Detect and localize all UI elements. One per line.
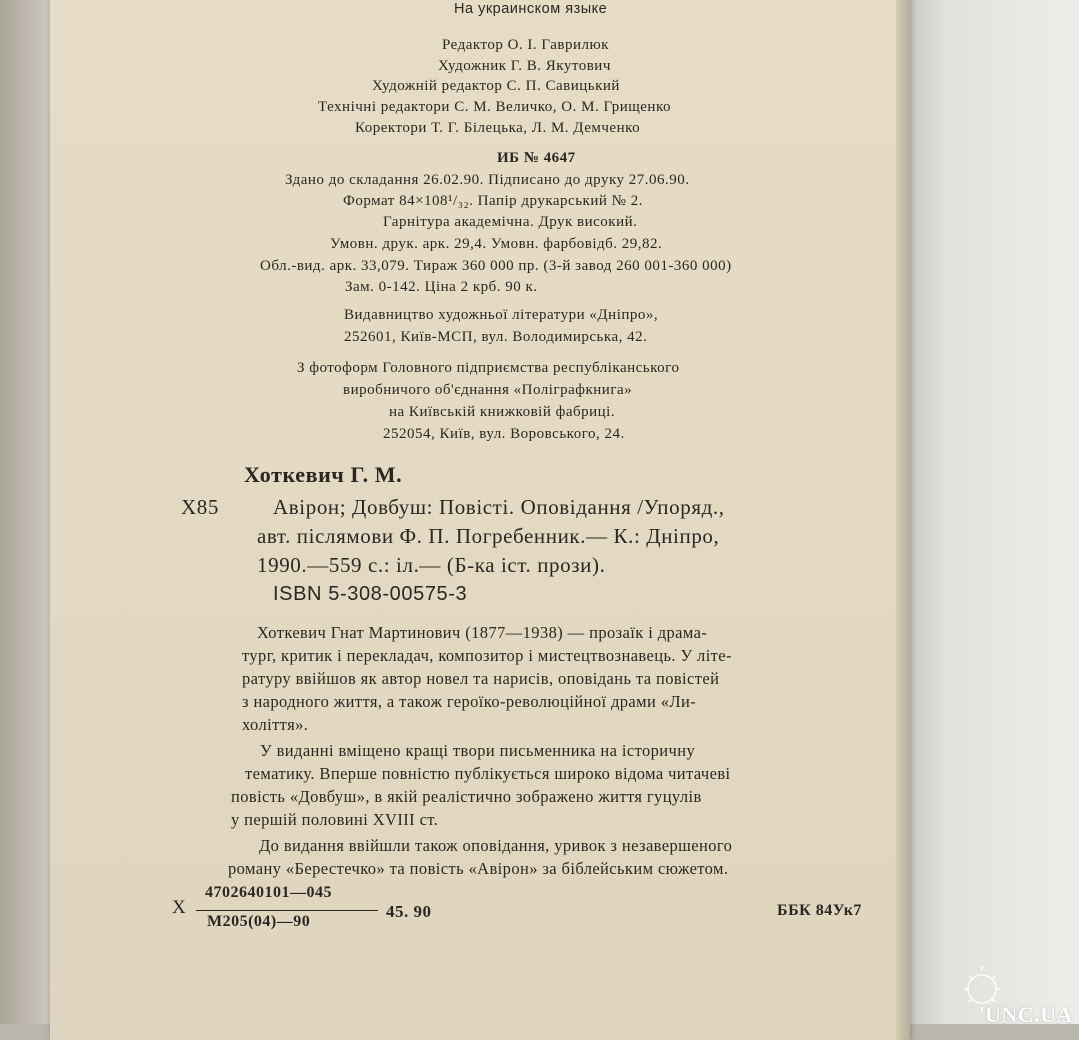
- annotation-line: тематику. Вперше повністю публікується широко відома читачеві: [245, 764, 731, 783]
- typeface-line: Гарнітура академічна. Друк високий.: [383, 214, 638, 230]
- order-price-line: Зам. 0-142. Ціна 2 крб. 90 к.: [345, 279, 538, 295]
- dates-line: Здано до складання 26.02.90. Підписано до друку 27.06.90.: [285, 172, 690, 188]
- sheets-line: Умовн. друк. арк. 29,4. Умовн. фарбовідб. 29,82.: [330, 236, 663, 252]
- catalog-isbn: ISBN 5-308-00575-3: [273, 583, 468, 605]
- footer-denominator: М205(04)—90: [207, 913, 311, 930]
- footer-numerator: 4702640101—045: [205, 884, 332, 901]
- artist-line: Художник Г. В. Якутович: [438, 58, 611, 74]
- proofreaders-line: Коректори Т. Г. Білецька, Л. М. Демченко: [355, 120, 641, 136]
- catalog-desc-3: 1990.—559 с.: іл.— (Б-ка іст. прози).: [257, 553, 606, 577]
- annotation-line: До видання ввійшли також оповідання, уривок з незавершеного: [259, 836, 733, 855]
- tech-editors-line: Технічні редактори С. М. Величко, О. М. Грищенко: [318, 99, 671, 115]
- annotation-line: з народного життя, а також героїко-революційної драми «Ли-: [242, 692, 697, 711]
- fraction-line: [196, 910, 378, 911]
- catalog-author: Хоткевич Г. М.: [244, 462, 403, 487]
- annotation-line: ратуру ввійшов як автор новел та нарисів, оповідань та повістей: [242, 669, 720, 688]
- page-edge: [896, 0, 910, 1040]
- watermark-text: UNC.UA: [985, 1002, 1073, 1027]
- annotation-line: у першій половині XVIII ст.: [231, 810, 439, 829]
- printer-line-4: 252054, Київ, вул. Воровського, 24.: [383, 426, 625, 442]
- annotation-line: холіття».: [242, 715, 309, 734]
- art-editor-line: Художній редактор С. П. Савицький: [372, 78, 620, 94]
- catalog-desc-1: Авірон; Довбуш: Повісті. Оповідання /Упоряд.,: [273, 495, 725, 519]
- publisher-address: 252601, Київ-МСП, вул. Володимирська, 42.: [344, 329, 648, 345]
- publisher-name: Видавництво художньої літератури «Дніпро»,: [344, 307, 659, 323]
- footer-x-letter: Х: [172, 897, 187, 918]
- printer-line-2: виробничого об'єднання «Поліграфкнига»: [343, 382, 633, 398]
- ib-number: ИБ № 4647: [497, 150, 576, 166]
- printer-line-3: на Київській книжковій фабриці.: [389, 404, 616, 420]
- printer-line-1: З фотоформ Головного підприємства республіканського: [297, 360, 680, 376]
- format-line: Формат 84×108¹/₃₂. Папір друкарський № 2.: [343, 193, 643, 209]
- background-right: [905, 0, 1079, 1024]
- book-page: [50, 0, 908, 1040]
- annotation-line: Хоткевич Гнат Мартинович (1877—1938) — прозаїк і драма-: [257, 623, 708, 642]
- editor-line: Редактор О. І. Гаврилюк: [442, 37, 609, 53]
- catalog-desc-2: авт. післямови Ф. П. Погребенник.— К.: Дніпро,: [257, 524, 720, 548]
- footer-code: 45. 90: [386, 902, 432, 921]
- bbk-code: ББК 84Ук7: [777, 902, 862, 919]
- catalog-code: Х85: [181, 495, 219, 519]
- language-note: На украинском языке: [454, 1, 608, 17]
- annotation-line: повість «Довбуш», в якій реалістично зображено життя гуцулів: [231, 787, 702, 806]
- print-run-line: Обл.-вид. арк. 33,079. Тираж 360 000 пр. (3-й завод 260 001-360 000): [260, 258, 732, 274]
- annotation-line: роману «Берестечко» та повість «Авірон» за біблейським сюжетом.: [228, 859, 729, 878]
- annotation-line: тург, критик і перекладач, композитор і мистецтвознавець. У літе-: [242, 646, 732, 665]
- annotation-line: У виданні вміщено кращі твори письменника на історичну: [260, 741, 696, 760]
